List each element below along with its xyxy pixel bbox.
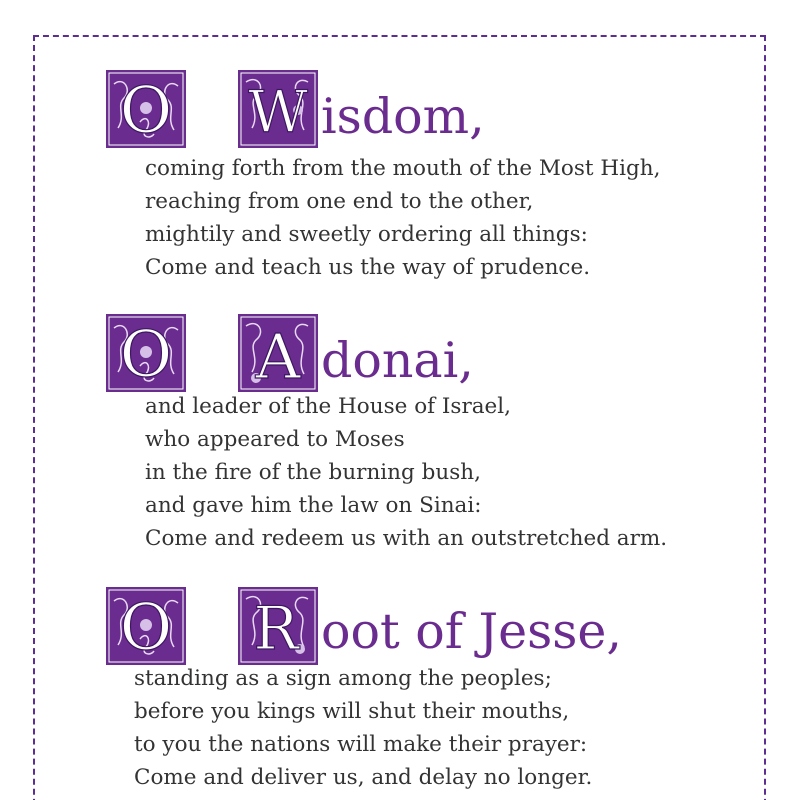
illuminated-initial-r [238, 587, 318, 665]
verse-line: coming forth from the mouth of the Most High, [145, 156, 661, 181]
verse-line: to you the nations will make their prayer: [134, 732, 588, 757]
illuminated-initial-a [238, 314, 318, 392]
initial-r-letter: R [253, 594, 299, 664]
verse-line: Come and deliver us, and delay no longer. [134, 765, 593, 790]
stanza-title: oot of Jesse, [321, 603, 622, 660]
stanza-title: isdom, [321, 88, 485, 145]
illuminated-initial-w [238, 70, 318, 148]
verse-line: who appeared to Moses [145, 427, 405, 452]
verse-line: standing as a sign among the peoples; [134, 666, 552, 691]
verse-line: Come and teach us the way of prudence. [145, 255, 591, 280]
stanza-title: donai, [321, 332, 474, 389]
initial-o-letter: O [119, 591, 173, 665]
verse-line: and leader of the House of Israel, [145, 394, 511, 419]
illuminated-initial-o [106, 314, 186, 392]
verse-line: in the fire of the burning bush, [145, 460, 481, 485]
verse-line: and gave him the law on Sinai: [145, 493, 482, 518]
verse-lines [145, 390, 667, 555]
verse-line: Come and redeem us with an outstretched arm. [145, 526, 668, 551]
verse-line: reaching from one end to the other, [145, 189, 534, 214]
verse-lines [145, 152, 660, 284]
initial-a-letter: A [255, 320, 301, 392]
verse-line: mightily and sweetly ordering all things: [145, 222, 588, 247]
initial-o-letter: O [119, 74, 173, 148]
verse-line: before you kings will shut their mouths, [134, 699, 570, 724]
initial-w-letter: W [248, 78, 308, 146]
illuminated-initial-o [106, 70, 186, 148]
verse-lines [134, 662, 592, 794]
initial-o-letter: O [119, 318, 173, 392]
illuminated-initial-o [106, 587, 186, 665]
